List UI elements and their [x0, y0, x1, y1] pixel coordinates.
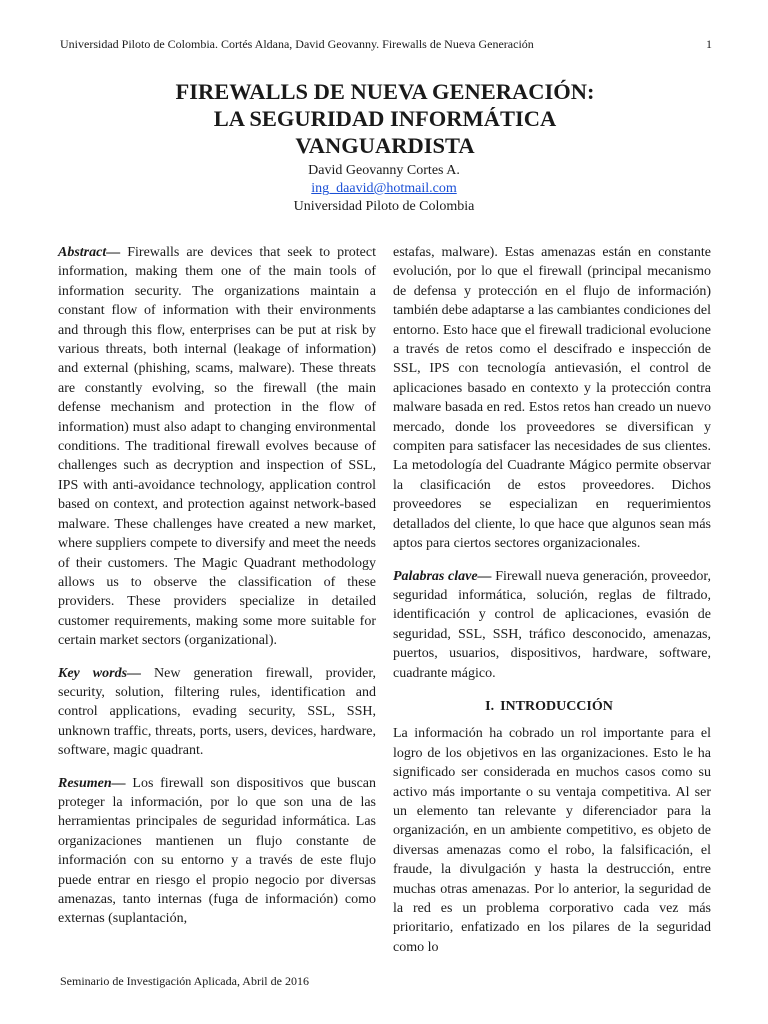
- keywords-en-paragraph: [58, 664, 376, 761]
- author-email-link[interactable]: ing_daavid@hotmail.com: [311, 181, 457, 196]
- keywords-en-text: New generation firewall, provider, security, solution, filtering rules, identification and control applications, evading security, SSL, SSH, unknown traffic, threats, ports, users, devices, hardware, software, magic quadrant.: [58, 665, 376, 759]
- keywords-es-text: Firewall nueva generación, proveedor, seguridad informática, solución, reglas de filtrado, identificación y control de aplicaciones, evasión de seguridad, SSL, SSH, tráfico desconocido, amenazas, puertos, usuarios, dispositivos, hardware, software, cuadrante mágico.: [393, 568, 711, 681]
- page-number: 1: [706, 37, 712, 51]
- section-numeral: I.: [485, 698, 495, 714]
- right-column: [393, 243, 711, 970]
- section-title: INTRODUCCIÓN: [500, 698, 613, 714]
- resumen-paragraph: [58, 774, 376, 929]
- page-footer: Seminario de Investigación Aplicada, Abril de 2016: [60, 974, 309, 988]
- keywords-es-paragraph: [393, 567, 711, 683]
- abstract-label: Abstract—: [58, 245, 121, 260]
- section-heading-introduccion: [393, 697, 711, 716]
- resumen-text-left: Los firewall son dispositivos que buscan proteger la información, por lo que son una de las herramientas principales de seguridad informática. Las organizaciones mantienen un flujo constante de información con su entorno y a través de este flujo puede entrar en riesgo el propio negocio por diversas amenazas, tanto internas (fuga de información) como externas (suplantación,: [58, 775, 377, 927]
- paper-title: [40, 78, 730, 159]
- title-line-3: VANGUARDISTA: [295, 133, 475, 158]
- abstract-text: Firewalls are devices that seek to protect information, making them one of the main tools of information security. The organizations maintain a constant flow of information with their environments and through this flow, enterprises can be put at risk by various threats, both internal (leakage of information) and external (phishing, scams, malware). These threats are constantly evolving, so the firewall (the main defense mechanism and protection in the flow of information) must also adapt to changing environmental conditions. The traditional firewall evolves because of challenges such as decryption and inspection of SSL, IPS with anti-avoidance technology, application control based on context, and protection against network-based malware. These challenges have created a new market, where suppliers compete to diversify and meet the needs of their customers. The Magic Quadrant methodology allows us to observe the classification of these providers. These providers specialize in detailed customer requirements, making some more suitable for certain market sectors (organizational).: [58, 245, 376, 649]
- running-title: Universidad Piloto de Colombia. Cortés Aldana, David Geovanny. Firewalls de Nueva Generación: [60, 37, 534, 51]
- left-column: [58, 243, 376, 942]
- running-header: [60, 36, 712, 52]
- resumen-label: Resumen—: [58, 775, 126, 791]
- author-name: David Geovanny Cortes A.: [308, 163, 460, 178]
- title-line-2: LA SEGURIDAD INFORMÁTICA: [213, 106, 557, 131]
- intro-paragraph: La información ha cobrado un rol importante para el logro de los objetivos en las organizaciones. Esto le ha significado ser considerada en muchos casos como su activo más importante o su ventaja competitiva. Al ser un elemento tan relevante y diferenciador para la organización, en un ambiente competitivo, es objeto de diversas amenazas como el robo, la falsificación, el fraude, la divulgación y hasta la destrucción, entre muchas otras amenazas. Por lo anterior, la seguridad de la red es un problema corporativo cada vez más prioritario, enfatizado en los pilares de la seguridad como lo: [393, 726, 711, 955]
- resumen-continued: estafas, malware). Estas amenazas están en constante evolución, por lo que el firewall (principal mecanismo de defensa y protección en el flujo de información) también debe adaptarse a las cambiantes condiciones del entorno. Esto hace que el firewall tradicional evolucione a través de retos como el descifrado e inspección de SSL, IPS con tecnología antievasión, el control de aplicaciones basado en contexto y la protección contra malware basada en red. Estos retos han creado un nuevo mercado, donde los proveedores se diversifican y compiten para satisfacer las necesidades de sus clientes. La metodología del Cuadrante Mágico permite observar la clasificación de estos proveedores. Dichos proveedores se especializan en requerimientos detallados del cliente, lo que hace que algunos sean más aptos para ciertos sectores organizacionales.: [393, 245, 711, 552]
- keywords-en-label: Key words—: [58, 665, 142, 681]
- author-block: [184, 162, 584, 216]
- abstract-paragraph: [58, 243, 376, 651]
- author-affiliation: Universidad Piloto de Colombia: [293, 199, 475, 214]
- keywords-es-label: Palabras clave—: [393, 568, 492, 584]
- title-line-1: FIREWALLS DE NUEVA GENERACIÓN:: [175, 79, 595, 104]
